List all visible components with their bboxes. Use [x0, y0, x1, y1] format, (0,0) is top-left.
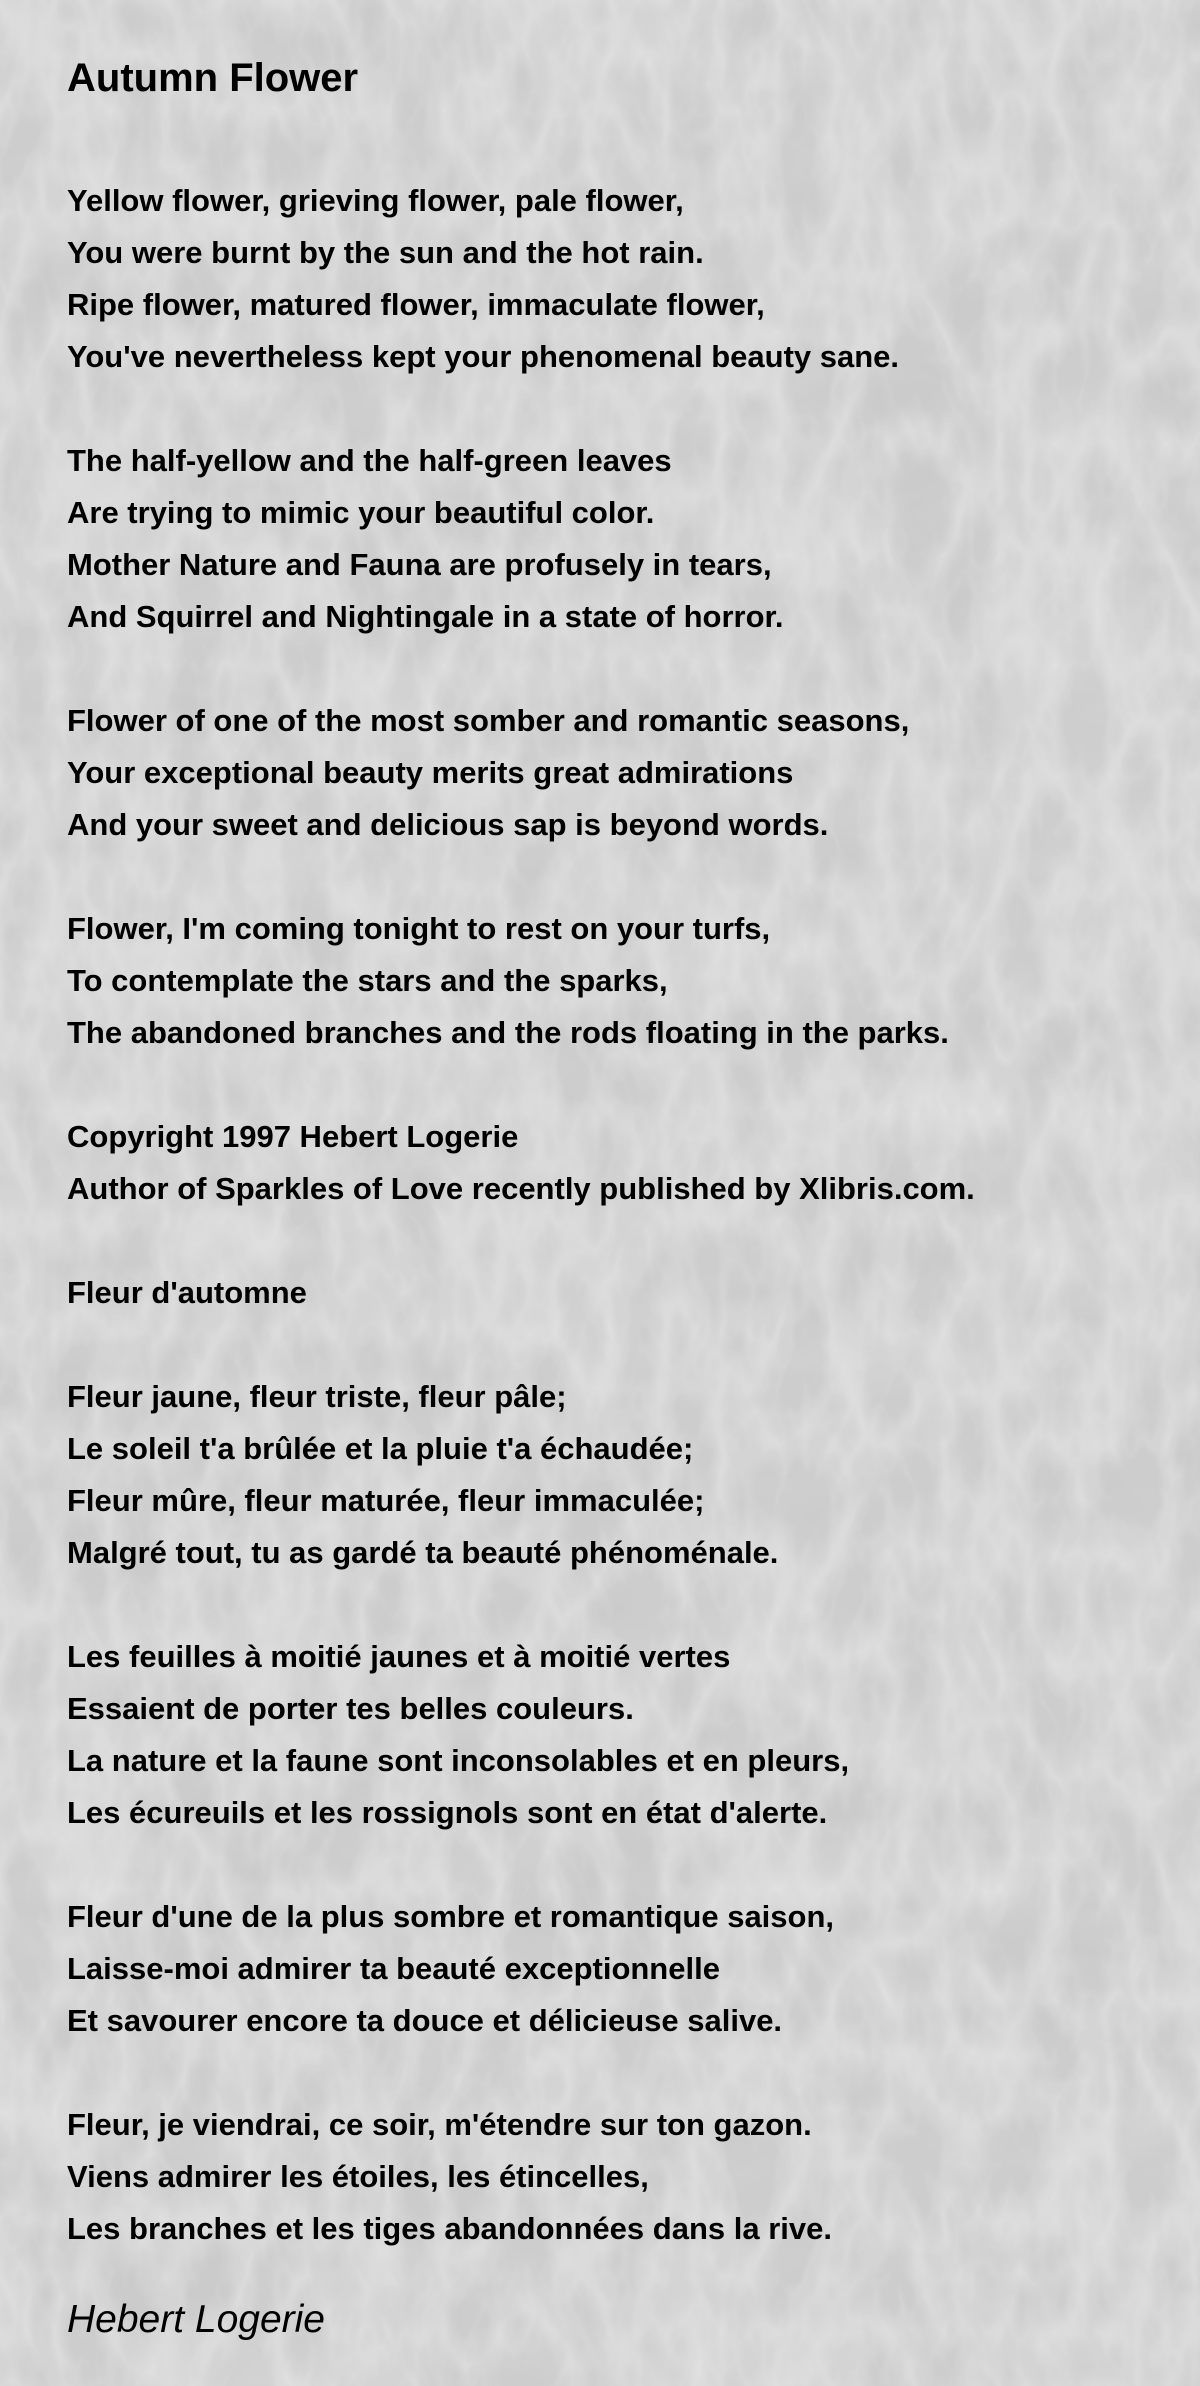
- stanza-break: [67, 851, 1200, 903]
- poem-line: The abandoned branches and the rods floating in the parks.: [67, 1015, 949, 1050]
- stanza-break: [67, 1839, 1200, 1891]
- poem-line: Les feuilles à moitié jaunes et à moitié vertes: [67, 1639, 731, 1674]
- poem-line: Flower of one of the most somber and romantic seasons,: [67, 703, 910, 738]
- poem-line: Le soleil t'a brûlée et la pluie t'a échaudée;: [67, 1431, 694, 1466]
- stanza-break: [67, 1579, 1200, 1631]
- poem-line: Les écureuils et les rossignols sont en état d'alerte.: [67, 1795, 828, 1830]
- poem-line: Yellow flower, grieving flower, pale flower,: [67, 183, 684, 218]
- poem-line: Author of Sparkles of Love recently published by Xlibris.com.: [67, 1171, 975, 1206]
- poem-body: [67, 175, 1200, 2255]
- poem-line: Fleur d'une de la plus sombre et romantique saison,: [67, 1899, 835, 1934]
- poem-line: Les branches et les tiges abandonnées dans la rive.: [67, 2211, 832, 2246]
- poem-line: Essaient de porter tes belles couleurs.: [67, 1691, 634, 1726]
- poem-line: Laisse-moi admirer ta beauté exceptionnelle: [67, 1951, 720, 1986]
- poem-line: And Squirrel and Nightingale in a state of horror.: [67, 599, 784, 634]
- poem-line: You were burnt by the sun and the hot rain.: [67, 235, 704, 270]
- poem-line: Fleur, je viendrai, ce soir, m'étendre sur ton gazon.: [67, 2107, 812, 2142]
- stanza-break: [67, 1215, 1200, 1267]
- poem-line: The half-yellow and the half-green leaves: [67, 443, 672, 478]
- poem-line: Malgré tout, tu as gardé ta beauté phénoménale.: [67, 1535, 779, 1570]
- poem-line: Mother Nature and Fauna are profusely in tears,: [67, 547, 772, 582]
- stanza-break: [67, 383, 1200, 435]
- poem-line: Your exceptional beauty merits great admirations: [67, 755, 794, 790]
- poem-line: Fleur mûre, fleur maturée, fleur immaculée;: [67, 1483, 705, 1518]
- poem-line: Are trying to mimic your beautiful color.: [67, 495, 655, 530]
- poem-line: Viens admirer les étoiles, les étincelles,: [67, 2159, 649, 2194]
- poem-line: And your sweet and delicious sap is beyond words.: [67, 807, 829, 842]
- poem-line: Flower, I'm coming tonight to rest on your turfs,: [67, 911, 771, 946]
- poem-line: You've nevertheless kept your phenomenal beauty sane.: [67, 339, 900, 374]
- stanza-break: [67, 1319, 1200, 1371]
- poem-line: To contemplate the stars and the sparks,: [67, 963, 668, 998]
- poem-line: Fleur d'automne: [67, 1275, 307, 1310]
- poem-line: Fleur jaune, fleur triste, fleur pâle;: [67, 1379, 567, 1414]
- poem-title: Autumn Flower: [67, 56, 359, 100]
- poem-line: Copyright 1997 Hebert Logerie: [67, 1119, 519, 1154]
- poem-line: Ripe flower, matured flower, immaculate flower,: [67, 287, 765, 322]
- stanza-break: [67, 643, 1200, 695]
- stanza-break: [67, 2047, 1200, 2099]
- poem-author: Hebert Logerie: [67, 2298, 325, 2341]
- poem-line: Et savourer encore ta douce et délicieuse salive.: [67, 2003, 783, 2038]
- poem-line: La nature et la faune sont inconsolables et en pleurs,: [67, 1743, 850, 1778]
- stanza-break: [67, 1059, 1200, 1111]
